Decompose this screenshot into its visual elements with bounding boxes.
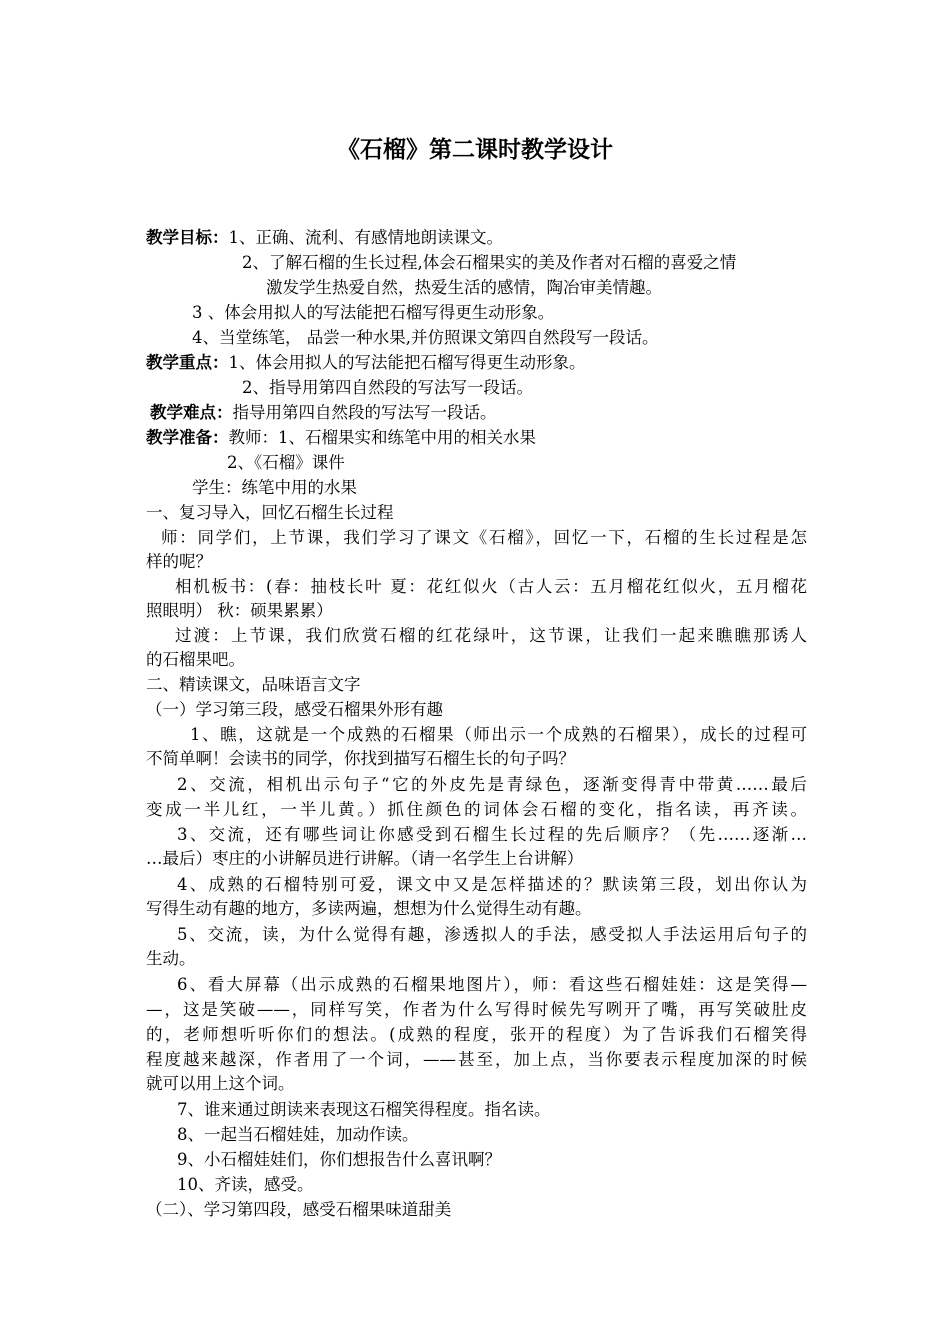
section-1-transition-line-2: 的石榴果吧。 — [146, 650, 245, 669]
preparation-teacher: 教师：1、石榴果实和练笔中用的相关水果 — [228, 428, 536, 447]
section-1-board-line-1: 相机板书：(春：抽枝长叶 夏：花红似火（古人云：五月榴花红似火，五月榴花 — [175, 577, 807, 596]
section-2-heading: 二、精读课文，品味语言文字 — [146, 675, 361, 694]
difficulty-item: 指导用第四自然段的写法写一段话。 — [232, 403, 497, 422]
document-title: 《石榴》第二课时教学设计 — [337, 136, 613, 163]
item-8: 8、一起当石榴娃娃，加动作读。 — [177, 1125, 419, 1144]
item-6-line-1: 6、看大屏幕（出示成熟的石榴果地图片），师：看这些石榴娃娃：这是笑得— — [177, 975, 807, 994]
objectives-line-1 — [146, 225, 503, 251]
objectives-item-2: 2、了解石榴的生长过程,体会石榴果实的美及作者对石榴的喜爱之情 — [242, 253, 737, 272]
item-9: 9、小石榴娃娃们，你们想报告什么喜讯啊？ — [177, 1150, 501, 1169]
item-5-line-1: 5、交流，读，为什么觉得有趣，渗透拟人的手法，感受拟人手法运用后句子的 — [177, 925, 807, 944]
preparation-teacher-2: 2、《石榴》课件 — [227, 453, 345, 472]
item-7: 7、谁来通过朗读来表现这石榴笑得程度。指名读。 — [177, 1100, 551, 1119]
item-6-line-5: 就可以用上这个词。 — [146, 1074, 295, 1093]
item-5-line-2: 生动。 — [146, 949, 196, 968]
item-2-line-1: 2、交流，相机出示句子“它的外皮先是青绿色，逐渐变得青中带黄……最后 — [177, 775, 807, 794]
key-points-label: 教学重点： — [146, 353, 229, 372]
section-2-sub-2-heading: （二）、学习第四段，感受石榴果味道甜美 — [146, 1200, 452, 1219]
item-1-line-2: 不简单啊！会读书的同学，你找到描写石榴生长的句子吗？ — [146, 749, 575, 768]
item-4-line-1: 4、成熟的石榴特别可爱，课文中又是怎样描述的？默读第三段，划出你认为 — [177, 875, 807, 894]
section-1-transition-line-1: 过渡：上节课，我们欣赏石榴的红花绿叶，这节课，让我们一起来瞧瞧那诱人 — [175, 626, 807, 645]
item-10: 10、齐读，感受。 — [177, 1175, 314, 1194]
objectives-item-1: 1、正确、流利、有感情地朗读课文。 — [228, 228, 503, 247]
difficulty-line — [150, 400, 497, 426]
objectives-item-4: 4、当堂练笔， 品尝一种水果,并仿照课文第四自然段写一段话。 — [192, 328, 659, 347]
item-1-line-1: 1、瞧，这就是一个成熟的石榴果（师出示一个成熟的石榴果），成长的过程可 — [190, 725, 807, 744]
section-1-heading: 一、复习导入，回忆石榴生长过程 — [146, 503, 394, 522]
preparation-label: 教学准备： — [146, 428, 229, 447]
key-points-item-1: 1、体会用拟人的写法能把石榴写得更生动形象。 — [228, 353, 586, 372]
section-2-sub-1-heading: （一）学习第三段，感受石榴果外形有趣 — [146, 700, 443, 719]
key-points-item-2: 2、指导用第四自然段的写法写一段话。 — [242, 378, 533, 397]
key-points-line-1 — [146, 350, 586, 376]
difficulty-label: 教学难点： — [150, 403, 233, 422]
section-1-para-1-line-2: 样的呢？ — [146, 552, 212, 571]
item-3-line-1: 3、交流，还有哪些词让你感受到石榴生长过程的先后顺序？（先……逐渐… — [177, 825, 807, 844]
item-6-line-4: 程度越来越深，作者用了一个词，——甚至，加上点，当你要表示程度加深的时候 — [146, 1050, 807, 1069]
objectives-item-3: 3 、体会用拟人的写法能把石榴写得更生动形象。 — [192, 303, 555, 322]
objectives-item-2-cont: 激发学生热爱自然，热爱生活的感情，陶冶审美情趣。 — [266, 278, 662, 297]
section-1-board-line-2: 照眼明） 秋：硕果累累） — [146, 601, 333, 620]
section-1-para-1-line-1: 师：同学们，上节课，我们学习了课文《石榴》，回忆一下，石榴的生长过程是怎 — [161, 528, 807, 547]
item-6-line-3: 的，老师想听听你们的想法。(成熟的程度，张开的程度）为了告诉我们石榴笑得 — [146, 1025, 807, 1044]
objectives-label: 教学目标： — [146, 228, 229, 247]
item-2-line-2: 变成一半儿红，一半儿黄。）抓住颜色的词体会石榴的变化，指名读，再齐读。 — [146, 800, 807, 819]
item-6-line-2: —，这是笑破——，同样写笑，作者为什么写得时候先写咧开了嘴，再写笑破肚皮 — [146, 1000, 807, 1019]
item-3-line-2: …最后）枣庄的小讲解员进行讲解。（请一名学生上台讲解） — [146, 849, 584, 868]
item-4-line-2: 写得生动有趣的地方，多读两遍，想想为什么觉得生动有趣。 — [146, 899, 592, 918]
preparation-student: 学生：练笔中用的水果 — [192, 478, 357, 497]
preparation-line-1 — [146, 425, 536, 451]
